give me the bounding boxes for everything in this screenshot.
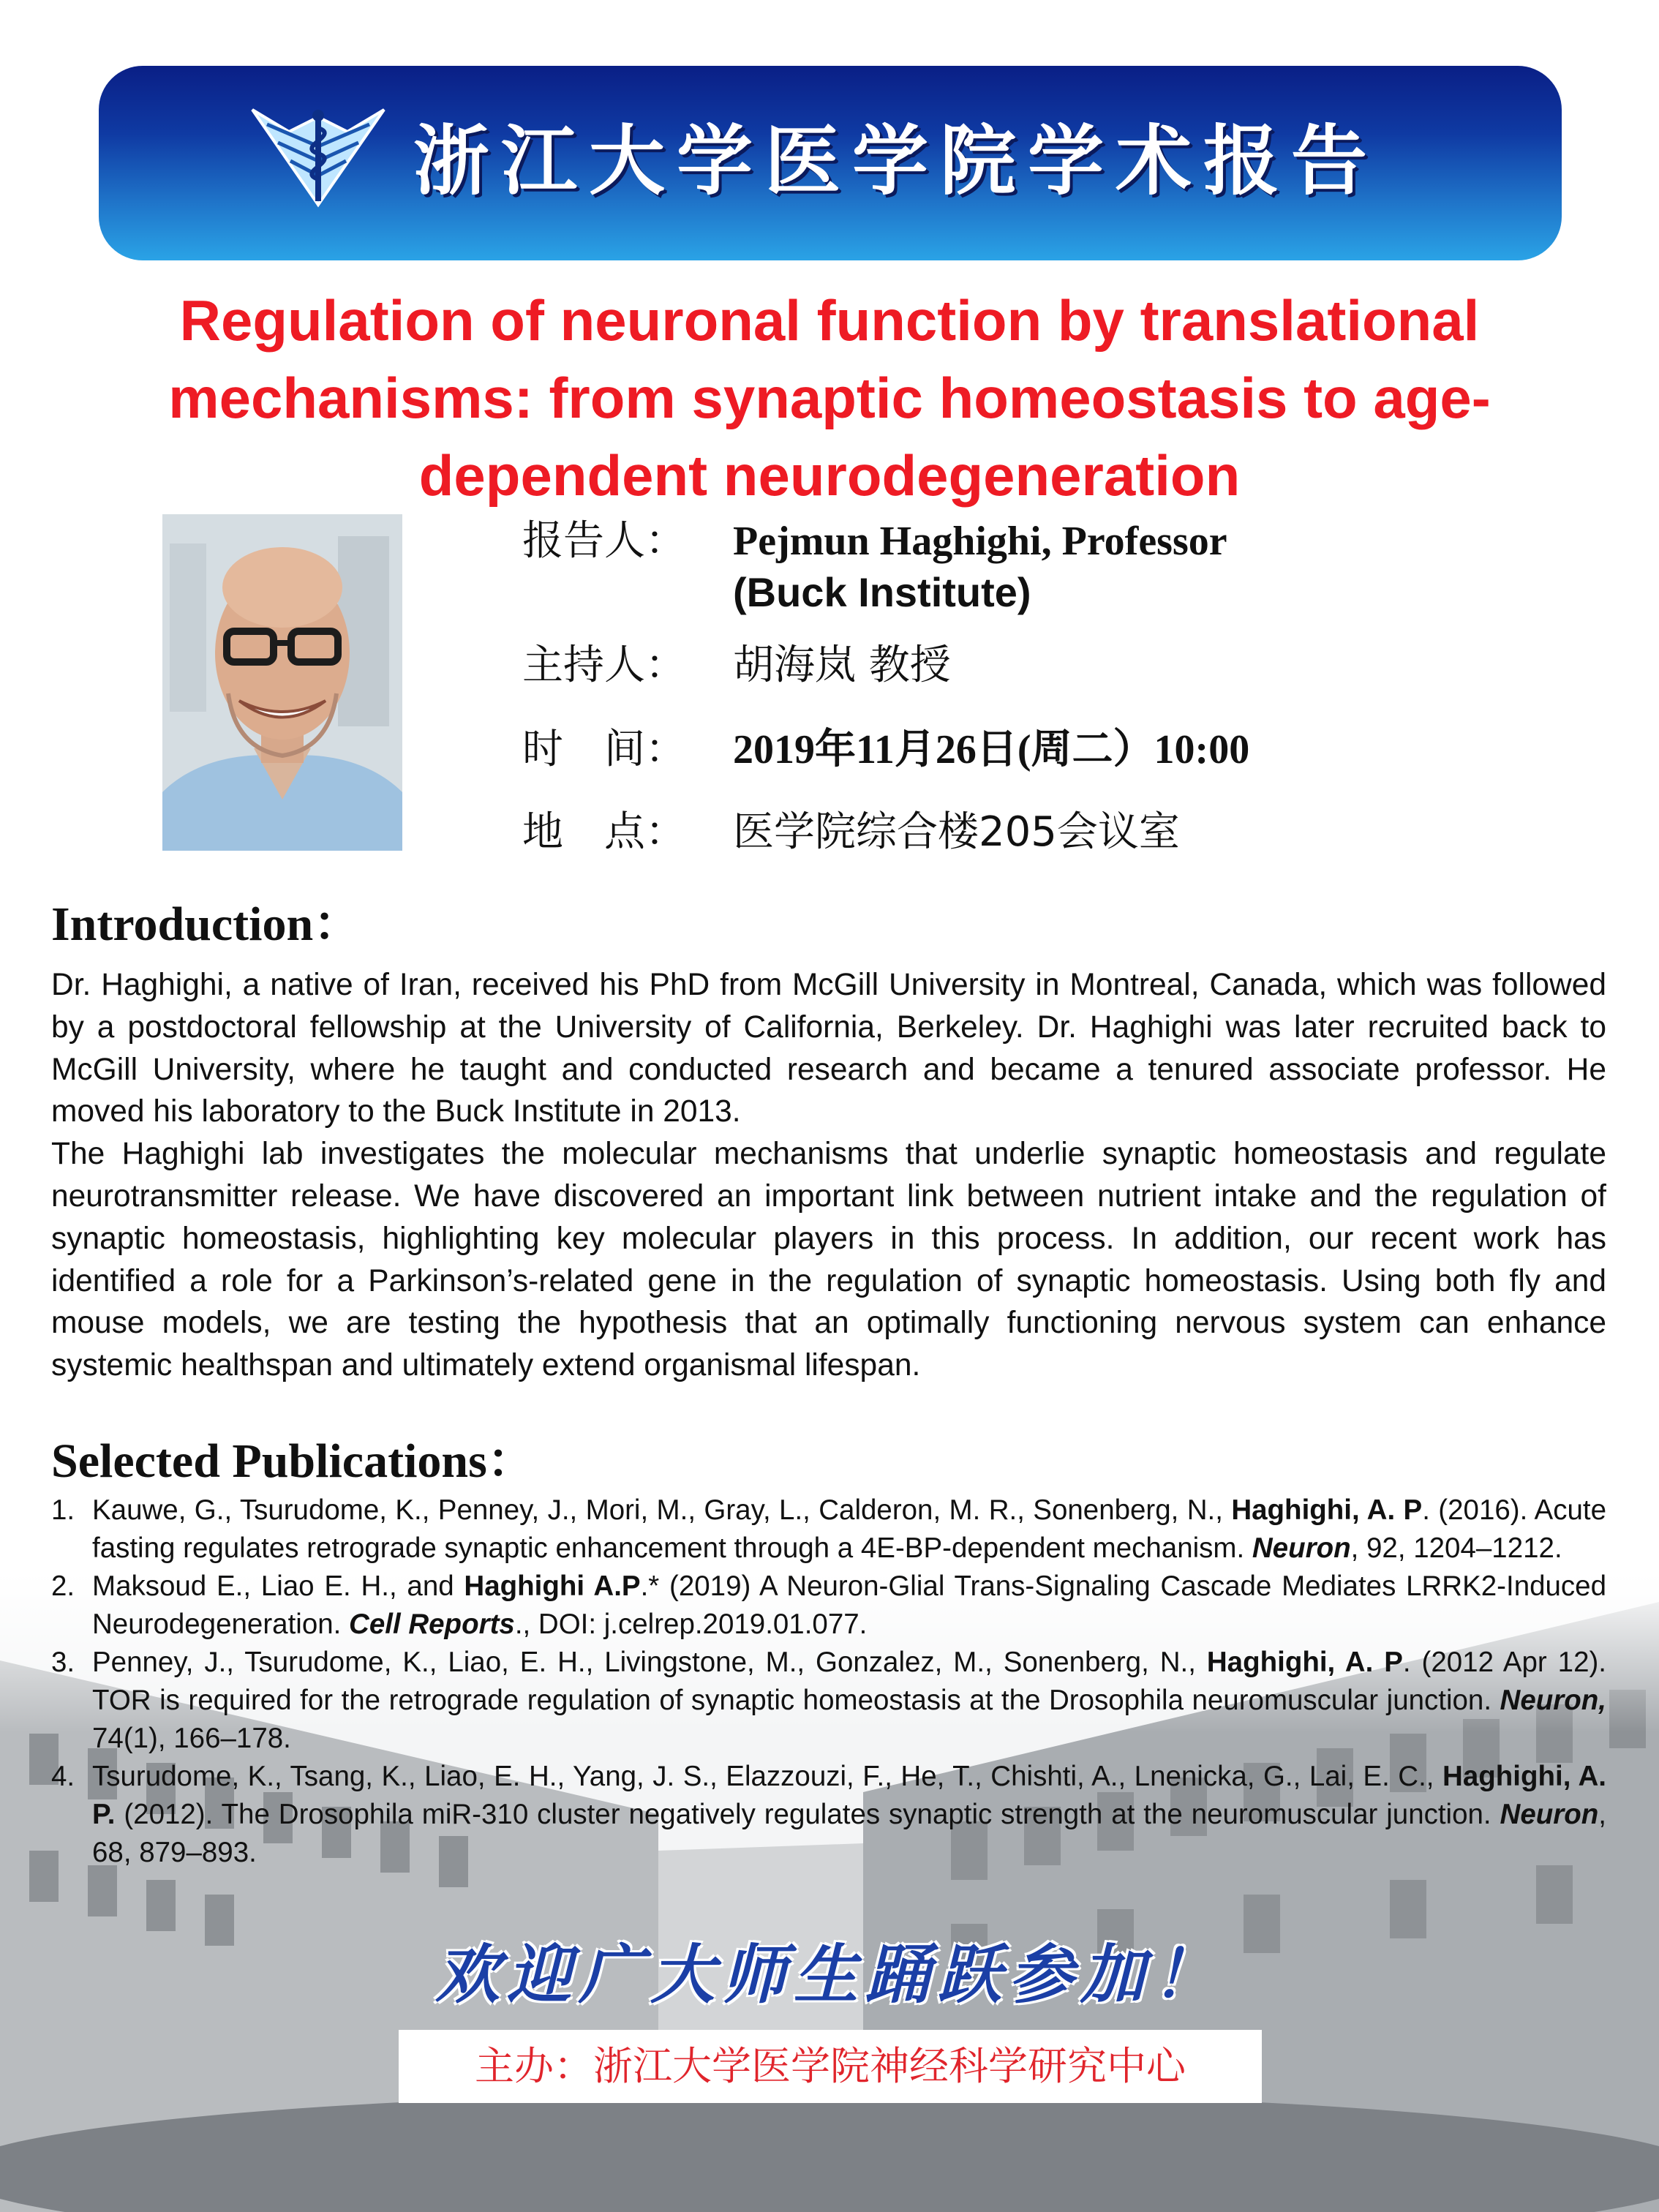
welcome-slogan: 欢迎广大师生踊跃参加！ bbox=[434, 1937, 1224, 2012]
publication-highlight-author: Haghighi, A. P bbox=[1231, 1494, 1423, 1526]
publication-title: . (2016). Acute fasting regulates retrograde synaptic enhancement through a 4E-BP-dependent mechanism. bbox=[92, 1494, 1606, 1564]
host-label: 主持人： bbox=[522, 642, 686, 689]
publication-item bbox=[51, 1568, 1606, 1644]
speaker-name: Pejmun Haghighi, Professor bbox=[733, 519, 1227, 564]
publication-authors: Tsurudome, K., Tsang, K., Liao, E. H., Yang, J. S., Elazzouzi, F., He, T., Chishti, A., Lnenicka, G., Lai, E. C., bbox=[92, 1761, 1443, 1792]
publication-number: 1. bbox=[51, 1494, 75, 1526]
publication-journal: Cell Reports bbox=[349, 1609, 515, 1640]
publication-item bbox=[51, 1758, 1606, 1872]
introduction-heading: Introduction： bbox=[51, 898, 362, 951]
caduceus-wings-emblem-icon bbox=[245, 95, 391, 219]
introduction-paragraph: Dr. Haghighi, a native of Iran, received his PhD from McGill University in Montreal, Canada, which was followed by a postdoctoral fellowship at the University of California, Berkeley. Dr. Haghighi was later recruited back to McGill University, where he taught and conducted research and became a tenured associate professor. He moved his laboratory to the Buck Institute in 2013. bbox=[51, 968, 1606, 1129]
publication-journal: Neuron bbox=[1252, 1532, 1351, 1564]
publication-item bbox=[51, 1644, 1606, 1758]
speaker-photo bbox=[162, 514, 402, 851]
host-value: 胡海岚 教授 bbox=[733, 642, 951, 689]
talk-title: Regulation of neuronal function by translational mechanisms: from synaptic homeostasis to age-dependent neurodegeneration bbox=[168, 288, 1491, 508]
publication-journal: Neuron bbox=[1500, 1799, 1599, 1830]
publication-journal: Neuron, bbox=[1500, 1685, 1606, 1716]
banner-title: 浙江大学医学院学术报告 bbox=[413, 116, 1380, 206]
publication-title: . (2012 Apr 12). TOR is required for the retrograde regulation of synaptic homeostasis at the Drosophila neuromuscular junction. bbox=[92, 1647, 1607, 1716]
publication-citation: , 92, 1204–1212. bbox=[1350, 1532, 1562, 1564]
publication-number: 3. bbox=[51, 1647, 75, 1678]
speaker-affiliation: (Buck Institute) bbox=[733, 569, 1031, 615]
time-value: 2019年11月26日(周二）10:00 bbox=[733, 727, 1250, 772]
introduction-body bbox=[51, 964, 1606, 1387]
publication-title: (2012). The Drosophila miR-310 cluster negatively regulates synaptic strength at the neuromuscular junction. bbox=[115, 1799, 1500, 1830]
publication-number: 4. bbox=[51, 1761, 75, 1792]
time-label: 时 间： bbox=[522, 726, 686, 773]
publication-authors: Maksoud E., Liao E. H., and bbox=[92, 1570, 464, 1602]
publications-list bbox=[51, 1491, 1606, 1872]
publication-authors: Penney, J., Tsurudome, K., Liao, E. H., Livingstone, M., Gonzalez, M., Sonenberg, N., bbox=[92, 1647, 1207, 1678]
publications-heading: Selected Publications： bbox=[51, 1434, 535, 1488]
publication-citation: 74(1), 166–178. bbox=[92, 1723, 291, 1754]
publication-authors: Kauwe, G., Tsurudome, K., Penney, J., Mori, M., Gray, L., Calderon, M. R., Sonenberg, N., bbox=[92, 1494, 1232, 1526]
location-value: 医学院综合楼205会议室 bbox=[733, 808, 1180, 856]
organizer-line: 主办：浙江大学医学院神经科学研究中心 bbox=[399, 2030, 1262, 2103]
publication-item bbox=[51, 1491, 1606, 1568]
location-label: 地 点： bbox=[522, 808, 686, 856]
introduction-paragraph: The Haghighi lab investigates the molecular mechanisms that underlie synaptic homeostasis and regulate neurotransmitter release. We have discovered an important link between nutrient intake and the regulation of synaptic homeostasis, highlighting key molecular players in this process. In addition, our recent work has identified a role for a Parkinson’s-related gene in the regulation of synaptic homeostasis. Using both fly and mouse models, we are testing the hypothesis that an optimally functioning nervous system can enhance systemic healthspan and ultimately extend organismal lifespan. bbox=[51, 1137, 1606, 1383]
publication-highlight-author: Haghighi A.P bbox=[464, 1570, 641, 1602]
publication-citation: , 68, 879–893. bbox=[92, 1799, 1606, 1868]
publication-title: .* (2019) A Neuron-Glial Trans-Signaling Cascade Mediates LRRK2-Induced Neurodegeneration. bbox=[92, 1570, 1607, 1640]
publication-highlight-author: Haghighi, A. P bbox=[1206, 1647, 1403, 1678]
header-banner bbox=[99, 66, 1562, 260]
publication-number: 2. bbox=[51, 1570, 75, 1602]
publication-highlight-author: Haghighi, A. P. bbox=[92, 1761, 1606, 1830]
publication-citation: ., DOI: j.celrep.2019.01.077. bbox=[514, 1609, 868, 1640]
speaker-label: 报告人： bbox=[522, 517, 686, 565]
